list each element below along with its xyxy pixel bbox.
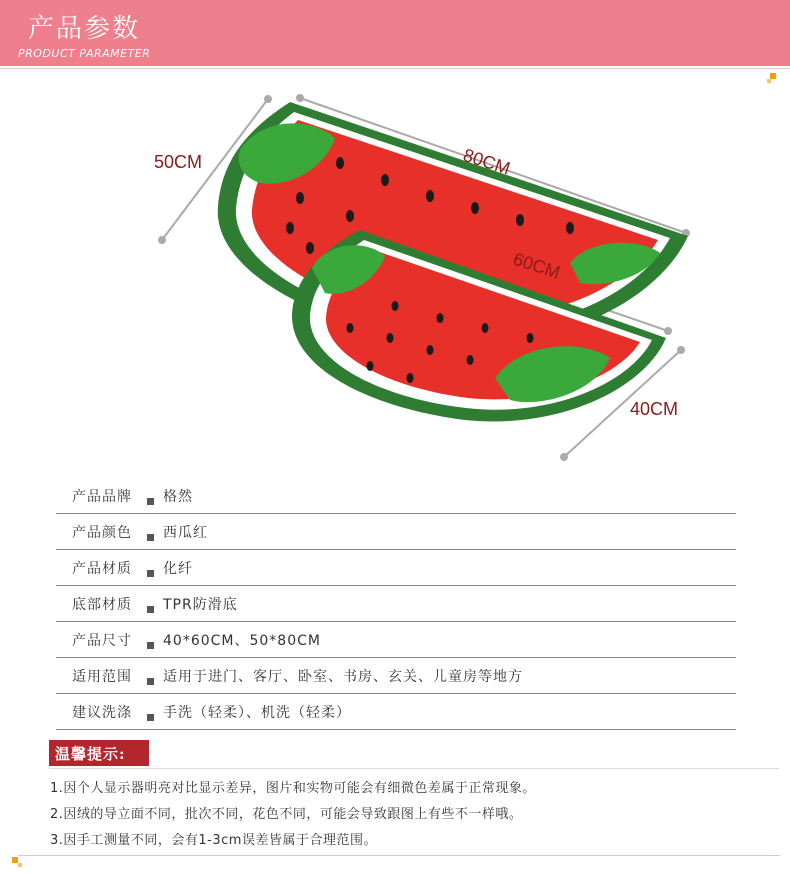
param-key: 产品材质 (72, 561, 132, 577)
param-row-size (56, 622, 736, 658)
bullet-mark (147, 642, 154, 649)
param-key: 建议洗涤 (72, 705, 132, 721)
dim-large-width: 80CM (460, 144, 513, 179)
param-value: TPR防滑底 (163, 597, 238, 613)
param-key: 产品颜色 (72, 525, 132, 541)
parameter-table (56, 478, 736, 730)
header-divider (0, 68, 790, 69)
tips-divider (49, 768, 779, 769)
param-key: 产品尺寸 (72, 633, 132, 649)
bullet-mark (147, 570, 154, 577)
param-value: 西瓜红 (163, 525, 208, 541)
param-key: 底部材质 (72, 597, 132, 613)
corner-decoration-small (18, 863, 22, 867)
tips-label: 温馨提示: (49, 740, 149, 766)
dim-small-height: 40CM (630, 399, 679, 419)
tip-item: 1.因个人显示器明亮对比显示差异，图片和实物可能会有细微色差属于正常现象。 (50, 781, 536, 796)
bullet-mark (147, 714, 154, 721)
param-value: 手洗（轻柔）、机洗（轻柔） (163, 705, 351, 721)
bullet-mark (147, 678, 154, 685)
product-image (140, 88, 700, 468)
param-value: 格然 (163, 489, 193, 505)
page-subtitle: PRODUCT PARAMETER (18, 47, 151, 60)
param-row-base-material (56, 586, 736, 622)
page-title: 产品参数 (28, 14, 141, 44)
tip-item: 2.因绒的导立面不同，批次不同，花色不同，可能会导致跟图上有些不一样哦。 (50, 807, 523, 822)
param-row-usage (56, 658, 736, 694)
corner-decoration-small (767, 79, 771, 83)
dim-small-width: 60CM (510, 248, 563, 283)
dim-large-height: 50CM (154, 152, 203, 172)
param-key: 产品品牌 (72, 489, 132, 505)
bullet-mark (147, 498, 154, 505)
param-row-material (56, 550, 736, 586)
param-row-washing (56, 694, 736, 730)
param-value: 40*60CM、50*80CM (163, 633, 321, 649)
tip-item: 3.因手工测量不同，会有1-3cm误差皆属于合理范围。 (50, 833, 377, 848)
param-row-brand (56, 478, 736, 514)
bullet-mark (147, 534, 154, 541)
param-key: 适用范围 (72, 669, 132, 685)
header-banner (0, 0, 790, 66)
bullet-mark (147, 606, 154, 613)
footer-divider (18, 855, 780, 856)
param-value: 适用于进门、客厅、卧室、书房、玄关、儿童房等地方 (163, 669, 523, 685)
param-row-color (56, 514, 736, 550)
param-value: 化纤 (163, 561, 193, 577)
